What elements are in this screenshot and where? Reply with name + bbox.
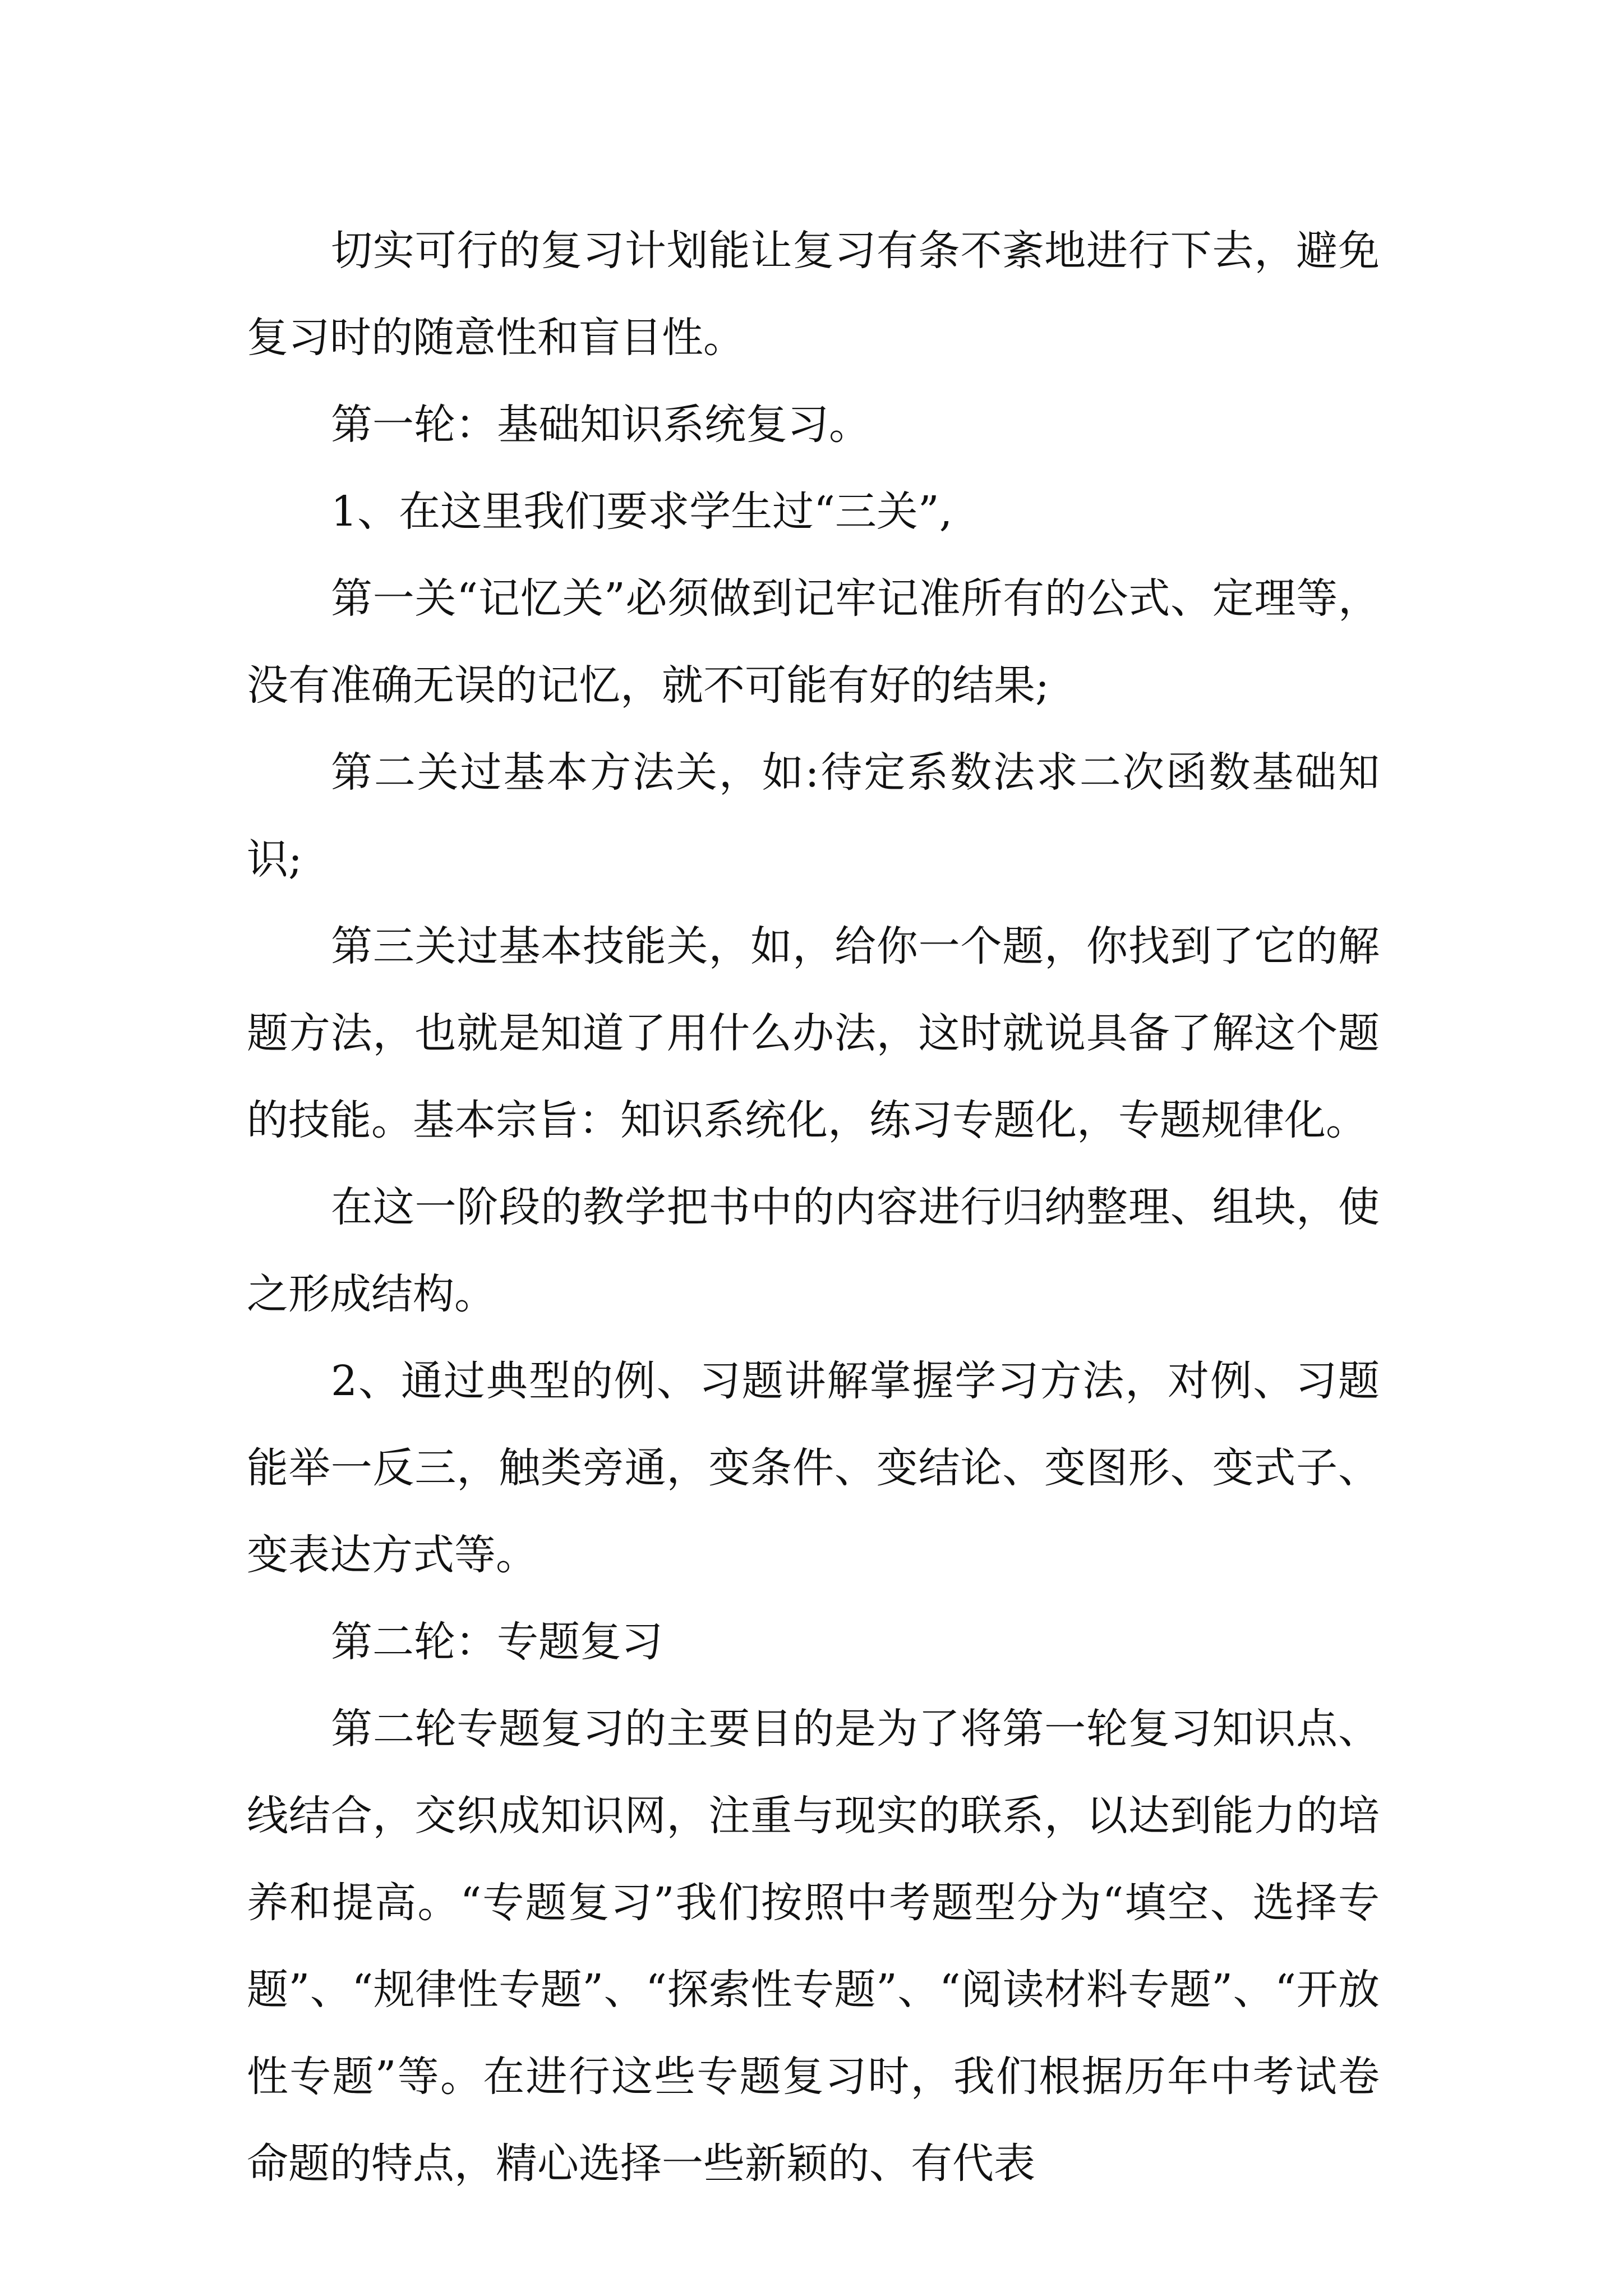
heading-round-one: 第一轮：基础知识系统复习。 [331,401,870,449]
paragraph-item-1: 1、在这里我们要求学生过“三关”, [331,487,953,536]
paragraph-item-2: 2、通过典型的例、习题讲解掌握学习方法，对例、习题能举一反三，触类旁通，变条件、变结论、变图形、变式子、变表达方式等。 [247,1357,1380,1579]
paragraph-skill-pass: 第三关过基本技能关，如，给你一个题，你找到了它的解题方法，也就是知道了用什么办法，这时就说具备了解这个题的技能。基本宗旨：知识系统化，练习专题化，专题规律化。 [247,922,1380,1144]
paragraph-intro: 切实可行的复习计划能让复习有条不紊地进行下去，避免复习时的随意性和盲目性。 [247,227,1380,362]
paragraph-stage-teaching: 在这一阶段的教学把书中的内容进行归纳整理、组块，使之形成结构。 [247,1183,1380,1318]
paragraph-topic-review: 第二轮专题复习的主要目的是为了将第一轮复习知识点、线结合，交织成知识网，注重与现实的联系，以达到能力的培养和提高。“专题复习”我们按照中考题型分为“填空、选择专题”、“规律性专题”、“探索性专题”、“阅读材料专题”、“开放性专题”等。在进行这些专题复习时，我们根据历年中考试卷命题的特点，精心选择一些新颖的、有代表 [247,1705,1380,2188]
heading-round-two: 第二轮：专题复习 [331,1618,663,1666]
paragraph-method-pass: 第二关过基本方法关，如:待定系数法求二次函数基础知识; [247,748,1380,884]
paragraph-memory-pass: 第一关“记忆关”必须做到记牢记准所有的公式、定理等，没有准确无误的记忆，就不可能有好的结果; [247,574,1380,710]
document-body [247,208,1380,2207]
